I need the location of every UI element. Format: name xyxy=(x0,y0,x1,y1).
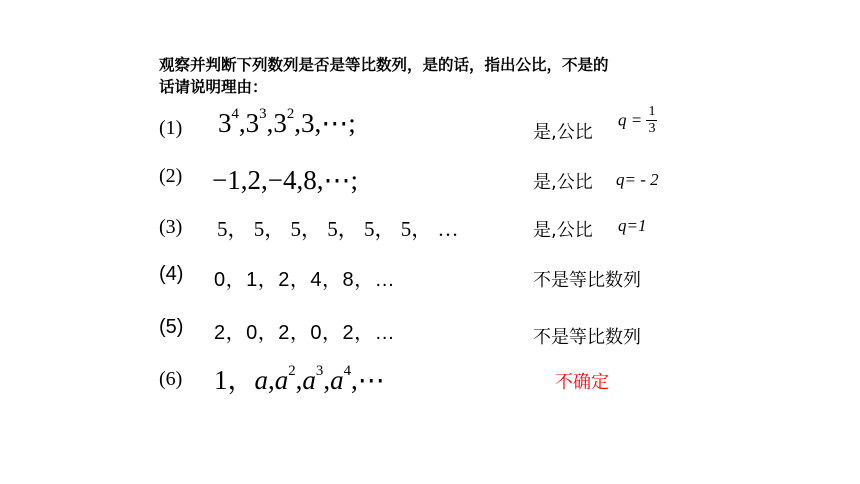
item-1-label: (1) xyxy=(159,117,183,139)
problem-statement-line-1: 观察并判断下列数列是否是等比数列，是的话，指出公比，不是的 xyxy=(159,56,609,74)
term-exponent: 3 xyxy=(259,106,267,123)
item-4-label: (4) xyxy=(159,263,184,285)
separator: , xyxy=(266,108,274,138)
item-2-sequence: −1,2,−4,8,⋯; xyxy=(212,165,358,195)
term-exponent: 2 xyxy=(286,106,295,123)
fraction-numerator: 1 xyxy=(648,104,656,119)
separator: , xyxy=(238,108,246,138)
item-6-label: (6) xyxy=(159,368,183,390)
term-base: 3 xyxy=(273,108,287,138)
ratio-fraction xyxy=(646,104,657,137)
sequence-tail: ,3,⋯; xyxy=(294,108,356,138)
sequence-tail: ,⋯ xyxy=(351,365,385,395)
separator: , xyxy=(295,365,303,395)
item-5-label: (5) xyxy=(159,316,184,338)
problem-statement-line-2: 话请说明理由： xyxy=(159,78,268,96)
item-5-answer: 不是等比数列 xyxy=(533,327,641,348)
item-3-answer: 是,公比 xyxy=(533,220,593,241)
first-term: 1， xyxy=(214,365,255,395)
separator: , xyxy=(323,365,331,395)
item-2-label: (2) xyxy=(159,165,183,187)
term-base: a xyxy=(302,365,316,395)
term-base: 3 xyxy=(218,108,232,138)
item-6-sequence xyxy=(214,358,385,397)
item-2-answer: 是,公比 xyxy=(533,172,593,193)
item-4-answer: 不是等比数列 xyxy=(533,270,641,291)
separator: , xyxy=(268,365,275,395)
item-1-answer: 是,公比 xyxy=(533,122,593,143)
term-exponent: 4 xyxy=(231,106,239,123)
fraction-denominator: 3 xyxy=(648,121,656,136)
item-1-ratio xyxy=(618,104,657,137)
problem-statement xyxy=(159,54,609,98)
item-3-sequence: 5， 5， 5， 5， 5， 5， … xyxy=(217,217,459,241)
ratio-label: q = xyxy=(618,110,643,130)
item-5-sequence: 2，0，2，0，2，… xyxy=(214,322,396,344)
term-exponent: 2 xyxy=(288,363,296,380)
term-a: a xyxy=(254,365,268,395)
term-base: a xyxy=(330,365,344,395)
term-exponent: 3 xyxy=(315,363,324,380)
item-3-label: (3) xyxy=(159,216,183,238)
item-2-ratio: q= - 2 xyxy=(616,170,659,189)
term-exponent: 4 xyxy=(343,363,352,380)
term-base: 3 xyxy=(245,108,260,138)
term-base: a xyxy=(274,365,289,395)
item-4-sequence: 0，1，2，4，8，… xyxy=(214,269,396,291)
item-3-ratio: q=1 xyxy=(618,216,647,235)
item-1-sequence xyxy=(218,108,356,139)
item-6-answer: 不确定 xyxy=(555,372,609,393)
